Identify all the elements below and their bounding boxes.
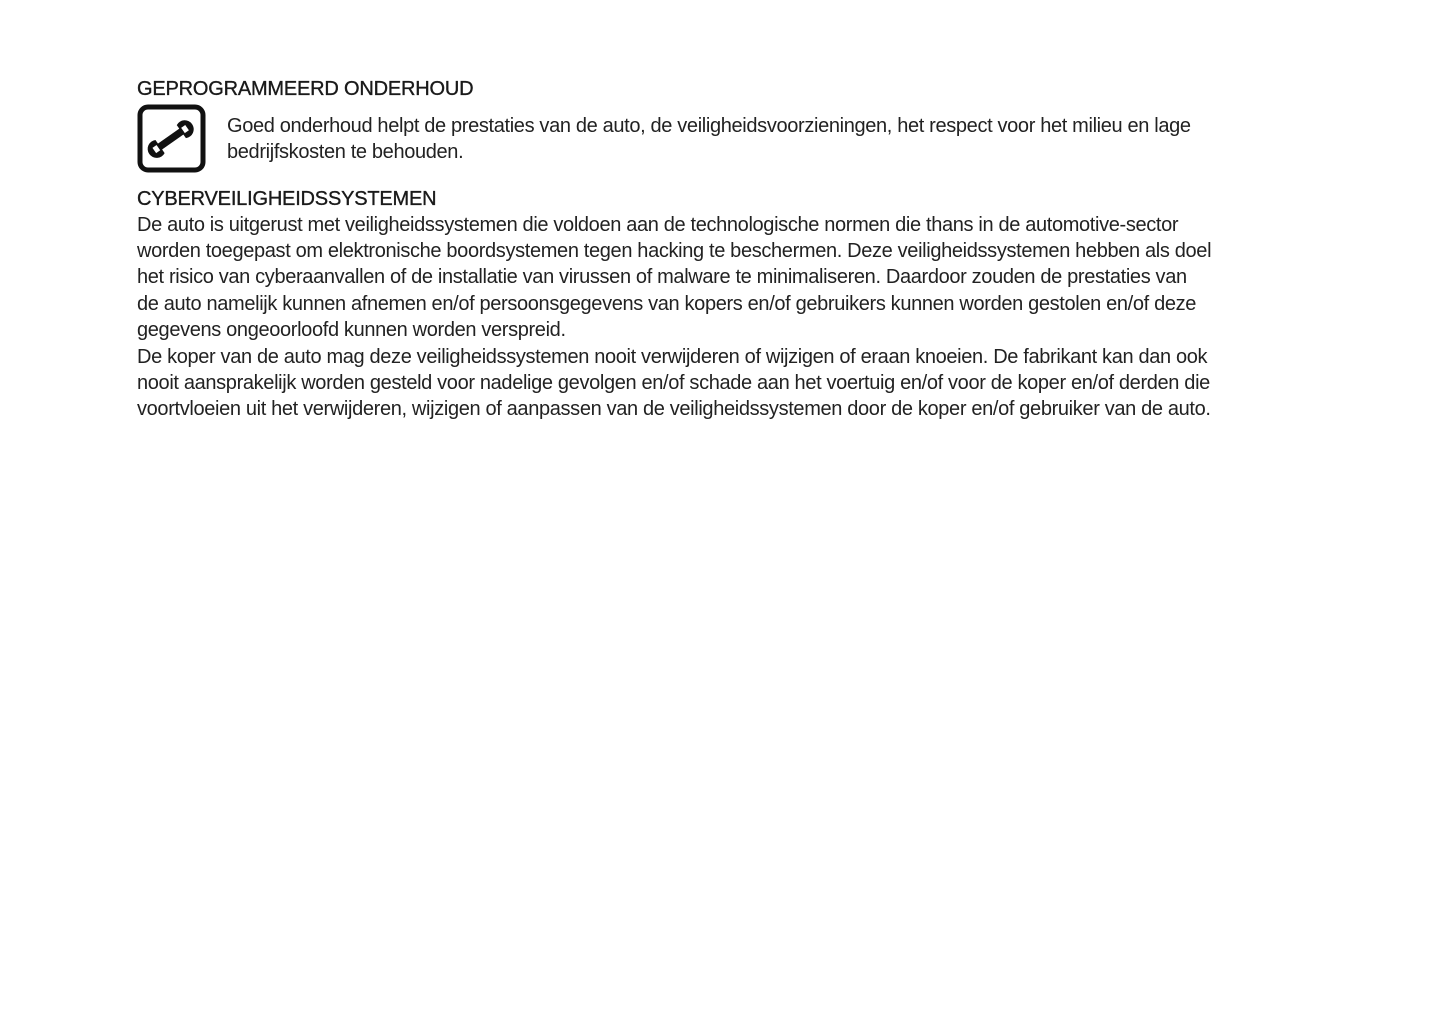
text-line: gegevens ongeoorloofd kunnen worden verspreid.: [137, 318, 566, 341]
cyber-paragraph-2: [137, 344, 1337, 423]
document-page: [137, 76, 1337, 423]
wrench-icon: [137, 104, 206, 173]
cyber-paragraph-1: [137, 212, 1337, 343]
section-scheduled-maintenance: [137, 76, 1337, 173]
text-line: nooit aansprakelijk worden gesteld voor nadelige gevolgen en/of schade aan het voertuig en/of voor de koper en/of derden die: [137, 372, 1210, 395]
text-line: het risico van cyberaanvallen of de installatie van virussen of malware te minimaliseren. Daardoor zouden de prestaties van: [137, 266, 1187, 289]
maintenance-row: [137, 103, 1337, 173]
maintenance-description: [227, 113, 1191, 165]
text-line: Goed onderhoud helpt de prestaties van de auto, de veiligheidsvoorzieningen, het respect voor het milieu en lage: [227, 115, 1191, 137]
text-line: De koper van de auto mag deze veiligheidssystemen nooit verwijderen of wijzigen of eraan knoeien. De fabrikant kan dan ook: [137, 346, 1208, 369]
section-heading-maintenance: GEPROGRAMMEERD ONDERHOUD: [137, 78, 474, 100]
text-line: de auto namelijk kunnen afnemen en/of persoonsgegevens van kopers en/of gebruikers kunnen worden gestolen en/of deze: [137, 292, 1197, 315]
text-line: worden toegepast om elektronische boordsystemen tegen hacking te beschermen. Deze veiligheidssystemen hebben als doel: [137, 240, 1212, 263]
text-line: De auto is uitgerust met veiligheidssystemen die voldoen aan de technologische normen die thans in de automotive-sector: [137, 214, 1179, 236]
section-heading-cyber-security: CYBERVEILIGHEIDSSYSTEMEN: [137, 188, 437, 210]
text-line: voortvloeien uit het verwijderen, wijzigen of aanpassen van de veiligheidssystemen door de koper en/of gebruiker van de auto.: [137, 398, 1211, 421]
text-line: bedrijfskosten te behouden.: [227, 141, 464, 164]
section-cyber-security: [137, 186, 1337, 423]
